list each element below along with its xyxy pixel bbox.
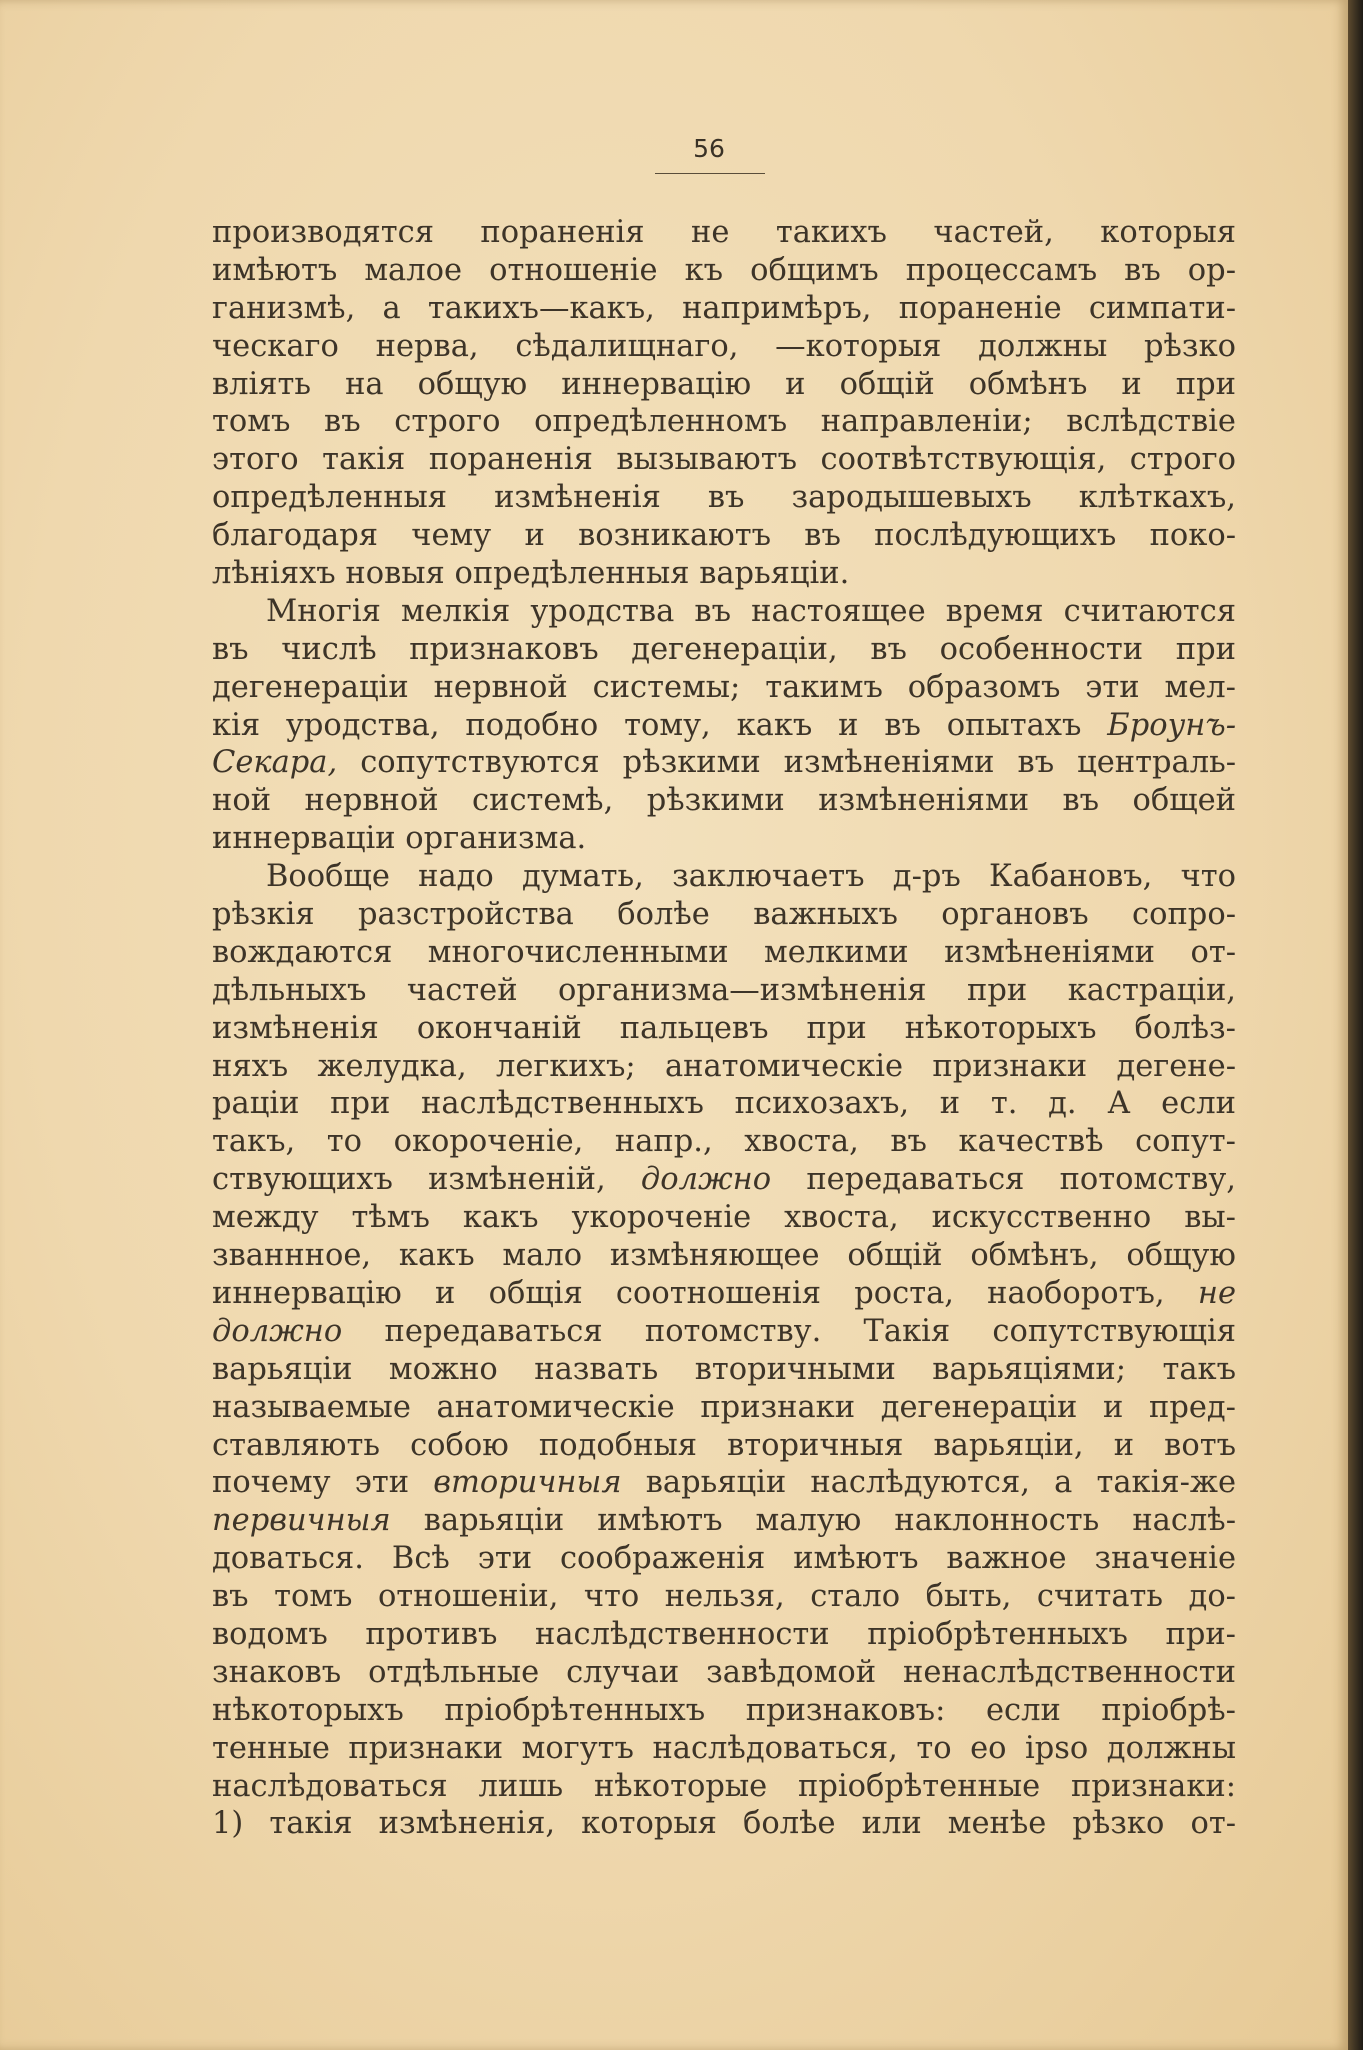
text-line	[212, 252, 1236, 290]
text-line	[212, 744, 1236, 782]
text-line	[212, 1389, 1236, 1427]
text-segment: 1) такія измѣненія, которыя болѣе или менѣе рѣзко от-	[212, 1806, 1236, 1842]
text-line	[212, 669, 1236, 707]
text-segment: кія уродства, подобно тому, какъ и въ опытахъ	[212, 707, 1108, 743]
text-segment: Многія мелкія уродства въ настоящее время считаются	[266, 593, 1236, 629]
text-segment: дѣльныхъ частей организма—измѣненія при кастраціи,	[212, 972, 1236, 1008]
italic-text-segment: должно	[212, 1313, 343, 1349]
text-segment: такъ, то окороченіе, напр., хвоста, въ качествѣ сопут-	[212, 1124, 1236, 1160]
text-line	[212, 214, 1236, 252]
page-edge-shadow	[1348, 0, 1363, 2050]
text-line	[212, 366, 1236, 404]
text-line	[212, 934, 1236, 972]
text-line	[212, 555, 1236, 593]
text-segment: варьяціи имѣютъ малую наклонность наслѣ-	[390, 1503, 1236, 1539]
text-line	[212, 1654, 1236, 1692]
text-segment: называемые анатомическіе признаки дегенераціи и пред-	[212, 1389, 1236, 1425]
text-segment: наслѣдоваться лишь нѣкоторые пріобрѣтенные признаки:	[212, 1768, 1236, 1804]
text-segment: сопутствуются рѣзкими измѣненіями въ централь-	[337, 745, 1236, 781]
text-segment: раціи при наслѣдственныхъ психозахъ, и т. д. А если	[212, 1086, 1236, 1122]
text-segment: томъ въ строго опредѣленномъ направленіи; вслѣдствіе	[212, 404, 1236, 440]
text-line	[212, 1578, 1236, 1616]
text-line	[212, 1048, 1236, 1086]
text-line	[212, 1351, 1236, 1389]
text-line	[212, 1275, 1236, 1313]
text-line	[212, 328, 1236, 366]
text-segment: передаваться потомству,	[771, 1162, 1236, 1198]
text-segment: варьяціи можно назвать вторичными варьяціями; такъ	[212, 1351, 1236, 1387]
text-segment: тенные признаки могутъ наслѣдоваться, то eo ipso должны	[212, 1730, 1236, 1766]
text-line	[212, 1313, 1236, 1351]
text-line	[212, 1616, 1236, 1654]
text-line	[212, 631, 1236, 669]
text-line	[212, 1237, 1236, 1275]
text-segment: между тѣмъ какъ укороченіе хвоста, искусственно вы-	[212, 1200, 1236, 1236]
text-segment: ствующихъ измѣненій,	[212, 1162, 641, 1198]
text-line	[212, 1805, 1236, 1843]
text-segment: вождаются многочисленными мелкими измѣненіями от-	[212, 934, 1236, 970]
italic-text-segment: первичныя	[212, 1503, 391, 1539]
italic-text-segment: Броунъ-	[1107, 707, 1236, 743]
text-line	[212, 972, 1236, 1010]
text-line	[212, 1540, 1236, 1578]
text-segment: ганизмѣ, а такихъ—какъ, напримѣръ, пораненіе симпати-	[212, 290, 1236, 326]
text-segment: званнное, какъ мало измѣняющее общій обмѣнъ, общую	[212, 1238, 1236, 1274]
text-segment: варьяціи наслѣдуются, а такія-же	[621, 1465, 1236, 1501]
text-line	[212, 517, 1236, 555]
italic-text-segment: должно	[640, 1162, 772, 1198]
text-line	[212, 1085, 1236, 1123]
text-line	[212, 1502, 1236, 1540]
text-line	[212, 403, 1236, 441]
text-segment: доваться. Всѣ эти соображенія имѣютъ важное значеніе	[212, 1541, 1236, 1577]
text-line	[212, 1464, 1236, 1502]
text-line	[212, 290, 1236, 328]
text-segment: почему эти	[212, 1465, 434, 1501]
text-segment: иннерваціи организма.	[212, 821, 587, 857]
text-segment: ческаго нерва, сѣдалищнаго, —которыя должны рѣзко	[212, 328, 1236, 364]
text-segment: знаковъ отдѣльные случаи завѣдомой ненаслѣдственности	[212, 1654, 1236, 1690]
text-line	[212, 820, 1236, 858]
text-segment: производятся пораненія не такихъ частей, которыя	[212, 215, 1236, 250]
text-line	[212, 441, 1236, 479]
text-segment: благодаря чему и возникаютъ въ послѣдующихъ поко-	[212, 518, 1236, 554]
text-segment: водомъ противъ наслѣдственности пріобрѣтенныхъ при-	[212, 1616, 1236, 1652]
text-segment: передаваться потомству. Такія сопутствующія	[342, 1313, 1236, 1349]
text-line	[212, 479, 1236, 517]
text-segment: дегенераціи нервной системы; такимъ образомъ эти мел-	[212, 669, 1236, 705]
text-segment: ной нервной системѣ, рѣзкими измѣненіями въ общей	[212, 783, 1236, 819]
text-segment: въ томъ отношеніи, что нельзя, стало быть, считать до-	[212, 1579, 1236, 1615]
italic-text-segment: Секара,	[212, 745, 338, 781]
page-number-rule	[655, 173, 765, 174]
text-line	[212, 593, 1236, 631]
text-segment: рѣзкія разстройства болѣе важныхъ органовъ сопро-	[212, 897, 1236, 933]
text-line	[212, 1010, 1236, 1048]
text-segment: въ числѣ признаковъ дегенераціи, въ особенности при	[212, 631, 1236, 667]
text-segment: нѣкоторыхъ пріобрѣтенныхъ признаковъ: если пріобрѣ-	[212, 1692, 1236, 1728]
text-line	[212, 1161, 1236, 1199]
text-line	[212, 782, 1236, 820]
body-text	[212, 214, 1236, 1843]
text-line	[212, 1123, 1236, 1161]
text-segment: опредѣленныя измѣненія въ зародышевыхъ клѣткахъ,	[212, 480, 1236, 516]
italic-text-segment: вторичныя	[433, 1465, 622, 1501]
text-segment: няхъ желудка, легкихъ; анатомическіе признаки дегене-	[212, 1048, 1236, 1084]
text-segment: Вообще надо думать, заключаетъ д-ръ Кабановъ, что	[266, 859, 1236, 895]
text-line	[212, 1730, 1236, 1768]
text-segment: лѣніяхъ новыя опредѣленныя варьяціи.	[212, 556, 850, 592]
page-number: 56	[693, 134, 725, 163]
text-line	[212, 1427, 1236, 1465]
text-segment: ставляють собою подобныя вторичныя варьяціи, и вотъ	[212, 1427, 1236, 1463]
italic-text-segment: не	[1197, 1275, 1236, 1311]
text-segment: измѣненія окончаній пальцевъ при нѣкоторыхъ болѣз-	[212, 1010, 1236, 1046]
text-line	[212, 896, 1236, 934]
text-segment: имѣютъ малое отношеніе къ общимъ процессамъ въ ор-	[212, 252, 1236, 288]
text-segment: иннервацію и общія соотношенія роста, наоборотъ,	[212, 1275, 1198, 1311]
text-line	[212, 858, 1236, 896]
text-segment: вліять на общую иннервацію и общій обмѣнъ и при	[212, 366, 1236, 402]
text-line	[212, 1692, 1236, 1730]
text-line	[212, 707, 1236, 745]
text-segment: этого такія пораненія вызываютъ соотвѣтствующія, строго	[212, 442, 1236, 478]
text-line	[212, 1199, 1236, 1237]
text-line	[212, 1768, 1236, 1806]
